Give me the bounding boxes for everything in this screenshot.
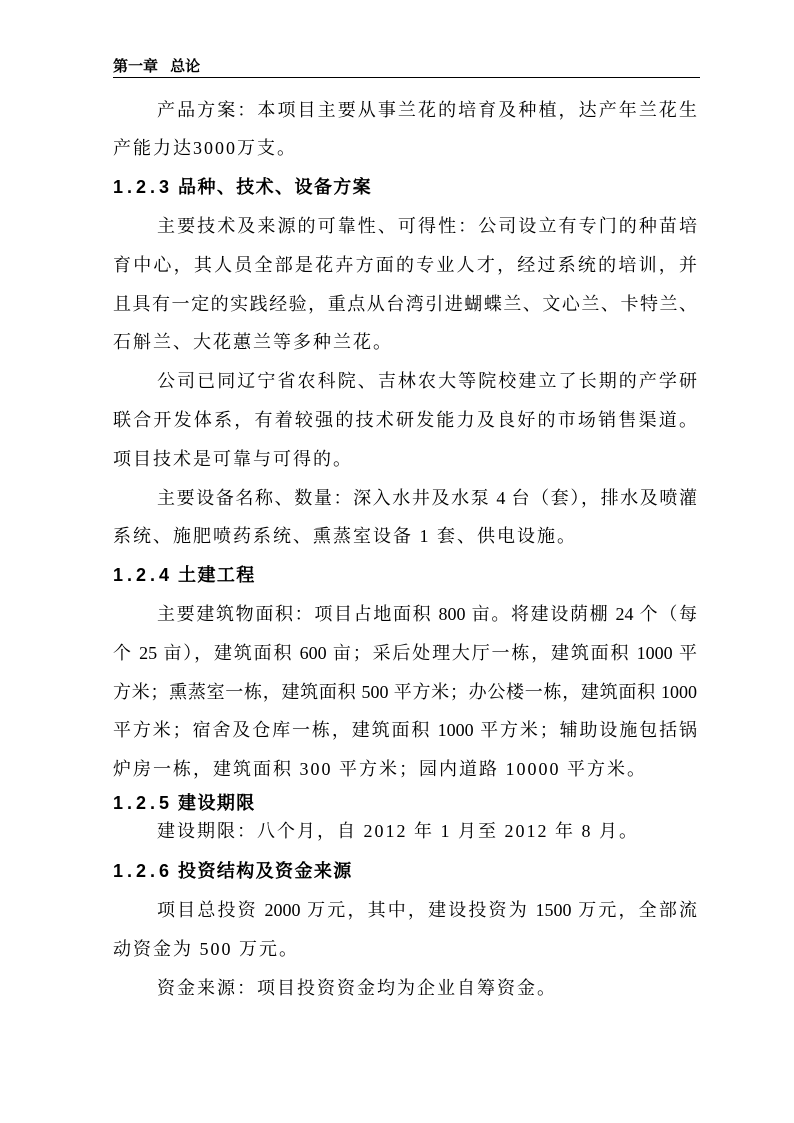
paragraph-line: 主要设备名称、数量：深入水井及水泵 4 台（套），排水及喷灌 [157,487,697,508]
section-number: 1.2.3 [113,177,174,198]
paragraph-product-plan [113,91,697,169]
page-body [113,91,697,1008]
section-heading-1-2-6 [113,852,697,891]
paragraph-line: 资金来源：项目投资资金均为企业自筹资金。 [157,977,557,998]
paragraph-line: 主要建筑物面积：项目占地面积 800 亩。将建设荫棚 24 个（每 [157,603,697,624]
paragraph-line: 石斛兰、大花蕙兰等多种兰花。 [113,332,393,353]
paragraph-line: 产品方案：本项目主要从事兰花的培育及种植，达产年兰花生 [157,99,697,120]
paragraph-line: 炉房一栋，建筑面积 300 平方米；园内道路 10000 平方米。 [113,759,647,780]
paragraph-line: 个 25 亩），建筑面积 600 亩；采后处理大厅一栋，建筑面积 1000 平 [113,642,697,663]
paragraph-total-investment [113,891,697,969]
section-number: 1.2.4 [113,565,174,586]
section-title: 土建工程 [178,565,256,586]
paragraph-equipment [113,479,697,557]
paragraph-building-area [113,595,697,789]
section-heading-1-2-4 [113,556,697,595]
paragraph-technology-source [113,207,697,362]
paragraph-construction-period [113,812,697,851]
paragraph-line: 项目技术是可靠与可得的。 [113,448,353,469]
paragraph-line: 且具有一定的实践经验，重点从台湾引进蝴蝶兰、文心兰、卡特兰、 [113,293,697,314]
paragraph-line: 公司已同辽宁省农科院、吉林农大等院校建立了长期的产学研 [157,371,697,392]
paragraph-fund-source [113,969,697,1008]
section-heading-1-2-3 [113,168,697,207]
paragraph-line: 方米；熏蒸室一栋，建筑面积 500 平方米；办公楼一栋，建筑面积 1000 [113,681,697,702]
paragraph-line: 主要技术及来源的可靠性、可得性：公司设立有专门的种苗培 [157,215,697,236]
section-number: 1.2.6 [113,861,174,882]
paragraph-line: 动资金为 500 万元。 [113,938,299,959]
paragraph-cooperation [113,362,697,478]
paragraph-line: 平方米；宿舍及仓库一栋，建筑面积 1000 平方米；辅助设施包括锅 [113,720,697,741]
section-title: 投资结构及资金来源 [178,861,353,882]
section-number: 1.2.5 [113,793,174,814]
paragraph-line: 建设期限：八个月，自 2012 年 1 月至 2012 年 8 月。 [157,821,639,842]
section-title: 品种、技术、设备方案 [178,177,373,198]
section-title: 建设期限 [178,793,256,814]
paragraph-line: 系统、施肥喷药系统、熏蒸室设备 1 套、供电设施。 [113,526,577,547]
paragraph-line: 育中心，其人员全部是花卉方面的专业人才，经过系统的培训，并 [113,254,697,275]
paragraph-line: 产能力达3000万支。 [113,138,297,159]
running-header: 第一章 总论 [113,57,700,78]
paragraph-line: 联合开发体系，有着较强的技术研发能力及良好的市场销售渠道。 [113,409,697,430]
paragraph-line: 项目总投资 2000 万元，其中，建设投资为 1500 万元，全部流 [157,899,697,920]
